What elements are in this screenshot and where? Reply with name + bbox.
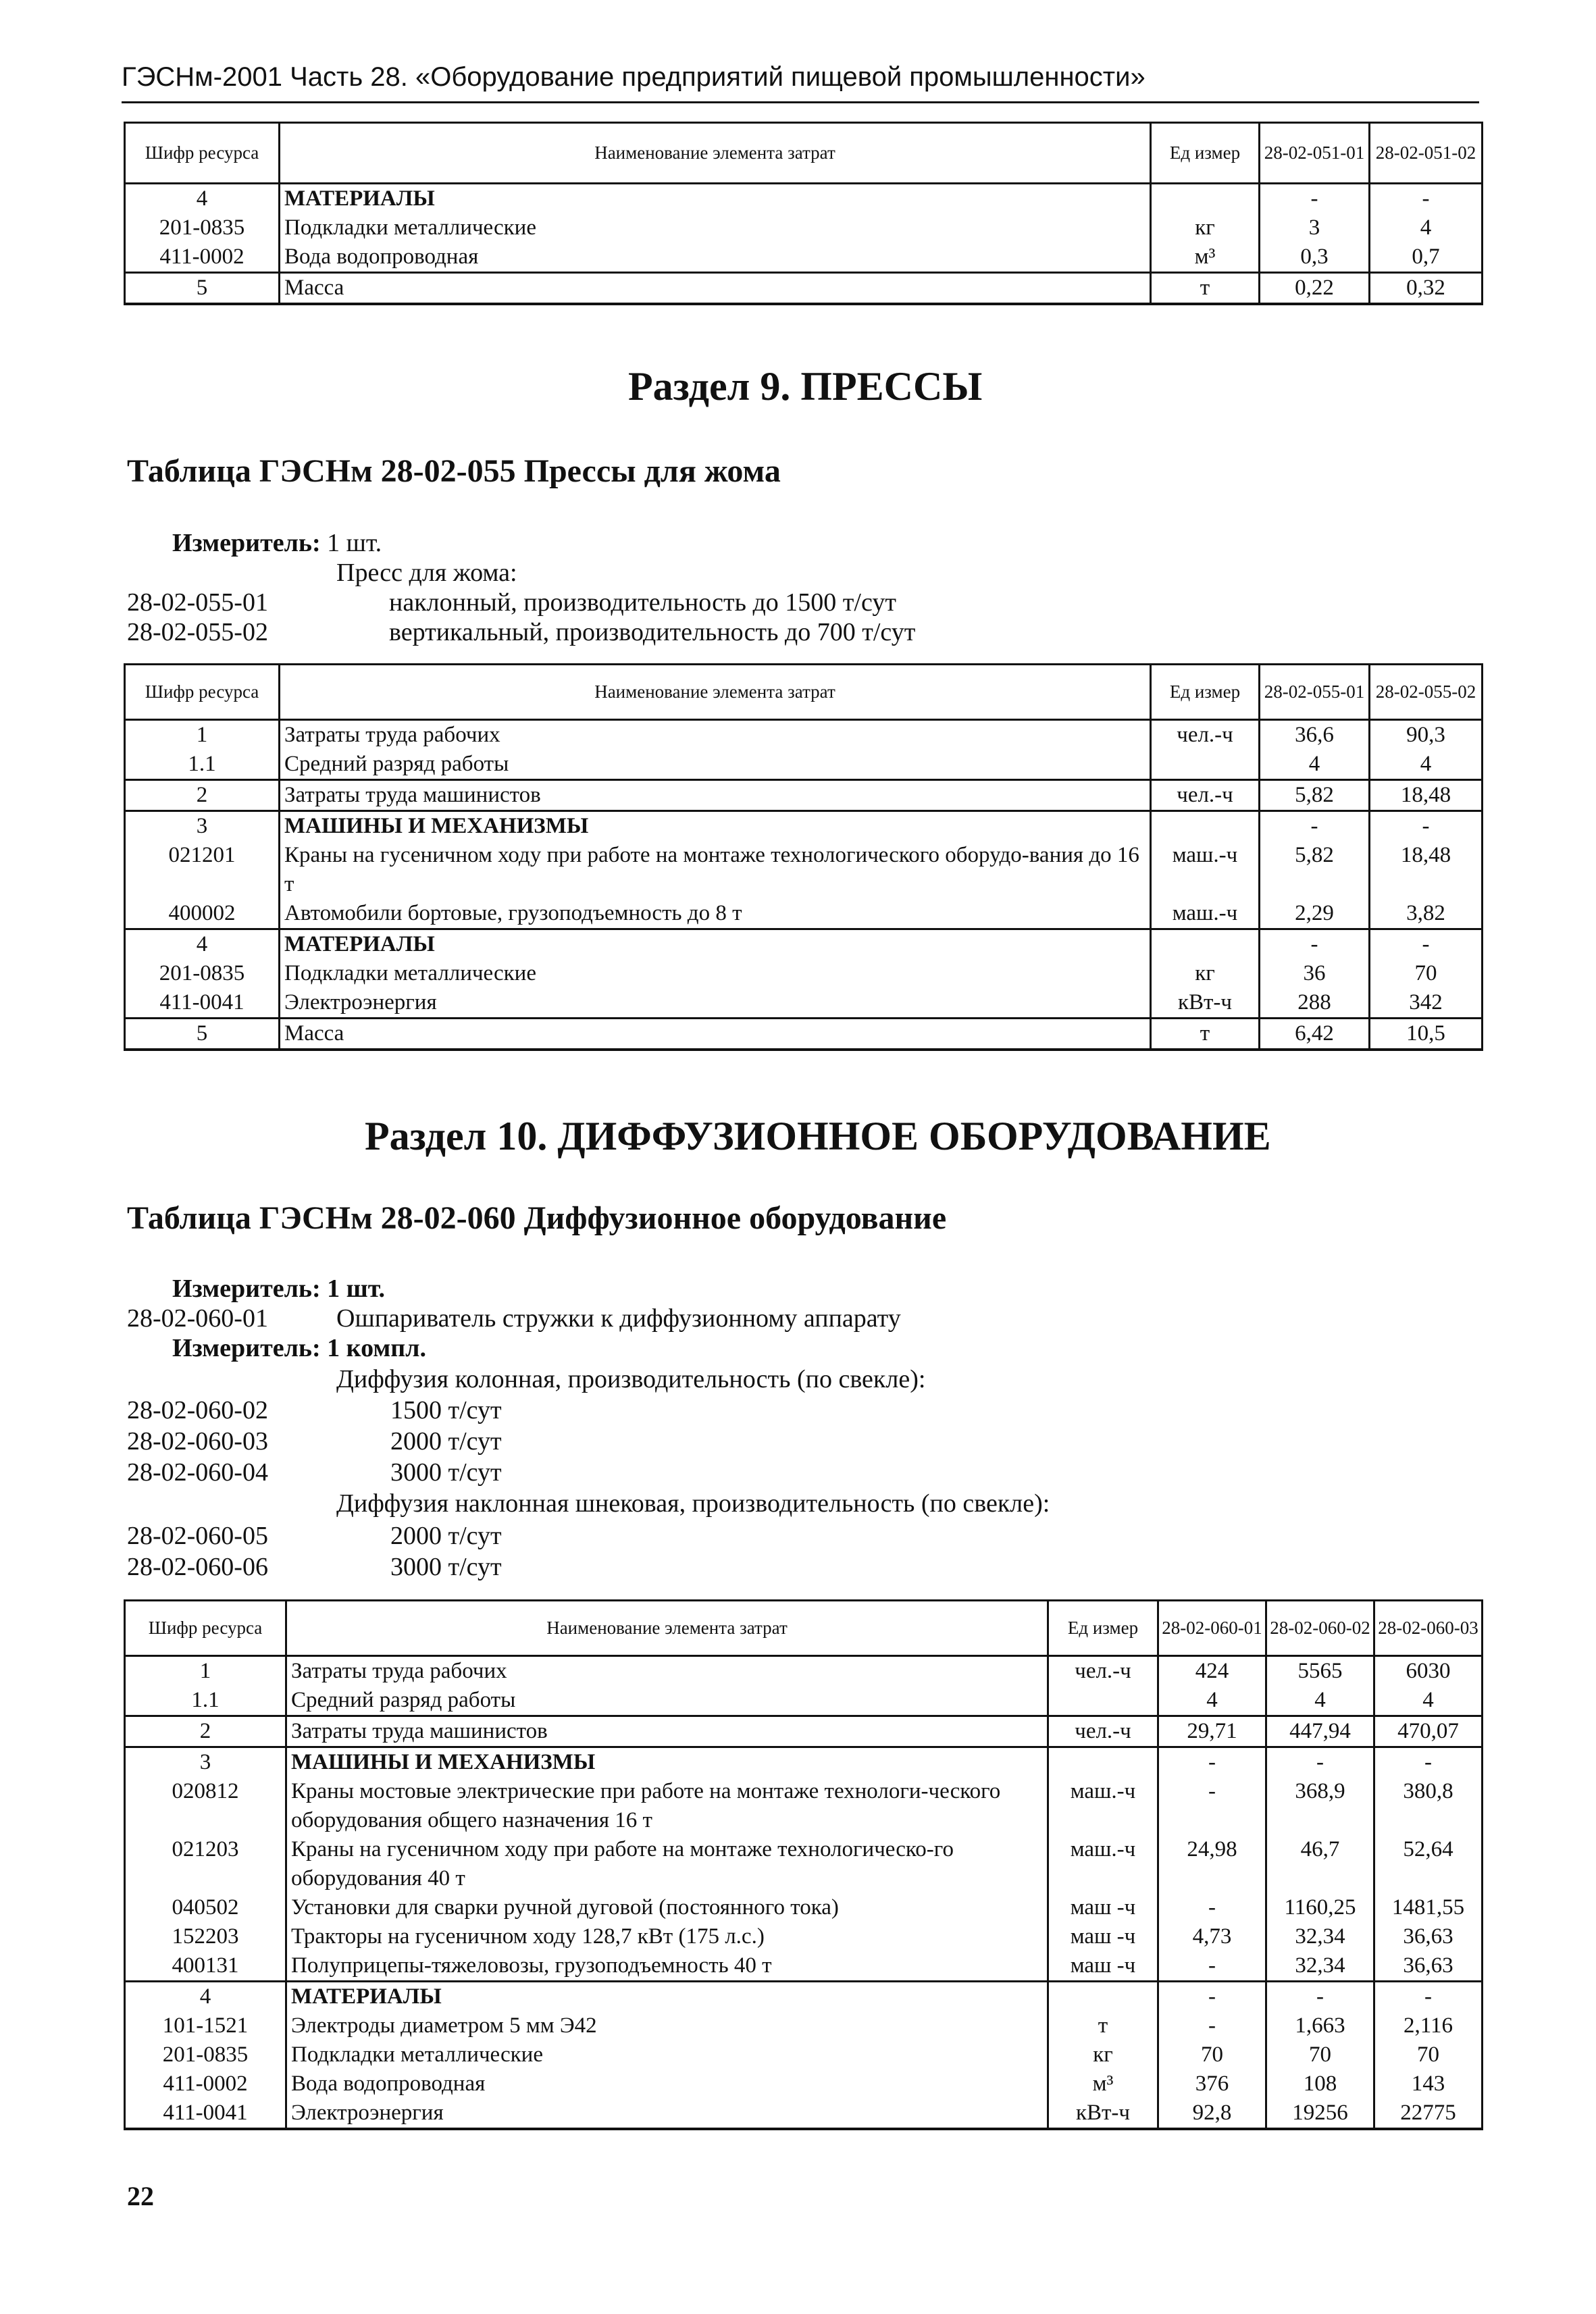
table-row (125, 273, 1483, 305)
value-cell: 4 (1374, 1686, 1483, 1716)
value-cell: - (1260, 929, 1370, 960)
value-cell: - (1266, 1747, 1374, 1778)
table-051 (124, 122, 1483, 305)
resource-code: 411-0041 (125, 988, 280, 1019)
group-title-055: Пресс для жома: (336, 559, 517, 587)
value-cell: 342 (1370, 988, 1483, 1019)
resource-name: Затраты труда рабочих (280, 720, 1151, 750)
unit: чел.-ч (1048, 1656, 1158, 1687)
resource-name: Вода водопроводная (280, 242, 1151, 273)
unit: кВт-ч (1048, 2099, 1158, 2129)
table-row (125, 2011, 1483, 2040)
unit (1048, 1982, 1158, 2012)
unit (1048, 1686, 1158, 1716)
item-desc: 3000 т/сут (390, 1458, 502, 1487)
table-row (125, 1982, 1483, 2012)
value-cell: 36,63 (1374, 1951, 1483, 1982)
table-row (125, 720, 1483, 750)
resource-code: 4 (125, 184, 280, 214)
value-cell: - (1370, 929, 1483, 960)
value-cell: - (1158, 1893, 1266, 1922)
item-code: 28-02-060-04 (127, 1458, 268, 1487)
table-row (125, 841, 1483, 899)
table-row (125, 242, 1483, 273)
value-cell: 3,82 (1370, 899, 1483, 929)
value-cell: - (1158, 1777, 1266, 1835)
value-cell: 36 (1260, 959, 1370, 988)
resource-name: Полуприцепы-тяжеловозы, грузоподъемность 40 т (286, 1951, 1048, 1982)
unit (1151, 929, 1260, 960)
value-cell: - (1260, 184, 1370, 214)
value-cell: 22775 (1374, 2099, 1483, 2129)
value-cell: 36,6 (1260, 720, 1370, 750)
value-cell: 0,22 (1260, 273, 1370, 305)
table-row (125, 1747, 1483, 1778)
col-header-name: Наименование элемента затрат (280, 123, 1151, 184)
value-cell: 368,9 (1266, 1777, 1374, 1835)
value-cell: 18,48 (1370, 841, 1483, 899)
col-header-name: Наименование элемента затрат (280, 665, 1151, 720)
resource-name: Затраты труда рабочих (286, 1656, 1048, 1687)
col-header-code: Шифр ресурса (125, 1601, 286, 1656)
resource-name: Электроэнергия (280, 988, 1151, 1019)
table-row (125, 899, 1483, 929)
resource-code: 411-0041 (125, 2099, 286, 2129)
value-cell: - (1374, 1982, 1483, 2012)
value-cell: 46,7 (1266, 1835, 1374, 1893)
value-cell: 70 (1370, 959, 1483, 988)
value-cell: 5,82 (1260, 780, 1370, 811)
table-row (125, 1835, 1483, 1893)
page-header: ГЭСНм-2001 Часть 28. «Оборудование предприятий пищевой промышленности» (122, 62, 1145, 92)
unit: маш.-ч (1048, 1835, 1158, 1893)
value-cell: 70 (1158, 2040, 1266, 2069)
unit: м³ (1048, 2069, 1158, 2099)
value-cell: 447,94 (1266, 1716, 1374, 1747)
item-desc: 1500 т/сут (390, 1396, 502, 1424)
resource-name: Электроэнергия (286, 2099, 1048, 2129)
value-cell: - (1374, 1747, 1483, 1778)
table-row (125, 2040, 1483, 2069)
item-desc: 2000 т/сут (390, 1522, 502, 1550)
table-055-title: Таблица ГЭСНм 28-02-055 Прессы для жома (127, 453, 781, 489)
unit: кг (1048, 2040, 1158, 2069)
resource-name: МАТЕРИАЛЫ (286, 1982, 1048, 2012)
item-code: 28-02-060-05 (127, 1522, 268, 1550)
col-header-060-03: 28-02-060-03 (1374, 1601, 1483, 1656)
value-cell: 4 (1260, 750, 1370, 780)
resource-name: Электроды диаметром 5 мм Э42 (286, 2011, 1048, 2040)
table-060-title: Таблица ГЭСНм 28-02-060 Диффузионное оборудование (127, 1200, 947, 1236)
section-10-title: Раздел 10. ДИФФУЗИОННОЕ ОБОРУДОВАНИЕ (365, 1114, 1271, 1158)
resource-code: 1.1 (125, 1686, 286, 1716)
value-cell: 29,71 (1158, 1716, 1266, 1747)
value-cell: 32,34 (1266, 1922, 1374, 1951)
resource-code: 4 (125, 929, 280, 960)
unit: маш -ч (1048, 1951, 1158, 1982)
value-cell: 18,48 (1370, 780, 1483, 811)
value-cell: - (1158, 1951, 1266, 1982)
resource-code: 020812 (125, 1777, 286, 1835)
table-row (125, 1951, 1483, 1982)
table-row (125, 184, 1483, 214)
unit (1151, 184, 1260, 214)
resource-code: 5 (125, 1019, 280, 1050)
value-cell: - (1370, 811, 1483, 842)
value-cell: 92,8 (1158, 2099, 1266, 2129)
resource-name: Автомобили бортовые, грузоподъемность до 8 т (280, 899, 1151, 929)
resource-name: Подкладки металлические (286, 2040, 1048, 2069)
value-cell: 1160,25 (1266, 1893, 1374, 1922)
resource-code: 1 (125, 1656, 286, 1687)
value-cell: 0,3 (1260, 242, 1370, 273)
resource-name: Масса (280, 273, 1151, 305)
resource-code: 040502 (125, 1893, 286, 1922)
measure-060-1 (172, 1274, 385, 1304)
item-code: 28-02-055-02 (127, 618, 268, 646)
unit: чел.-ч (1048, 1716, 1158, 1747)
value-cell: 4 (1370, 213, 1483, 242)
col-header-060-02: 28-02-060-02 (1266, 1601, 1374, 1656)
resource-code: 400131 (125, 1951, 286, 1982)
col-header-code: Шифр ресурса (125, 665, 280, 720)
value-cell: 0,32 (1370, 273, 1483, 305)
value-cell: - (1158, 2011, 1266, 2040)
value-cell: 288 (1260, 988, 1370, 1019)
col-header-unit: Ед измер (1151, 665, 1260, 720)
value-cell: 70 (1266, 2040, 1374, 2069)
unit: маш -ч (1048, 1922, 1158, 1951)
unit: кг (1151, 213, 1260, 242)
col-header-055-02: 28-02-055-02 (1370, 665, 1483, 720)
resource-code: 021201 (125, 841, 280, 899)
table-row (125, 750, 1483, 780)
table-row (125, 811, 1483, 842)
value-cell: 424 (1158, 1656, 1266, 1687)
measure-060-2 (172, 1333, 426, 1363)
value-cell: 4,73 (1158, 1922, 1266, 1951)
unit (1151, 750, 1260, 780)
table-row (125, 780, 1483, 811)
col-header-unit: Ед измер (1048, 1601, 1158, 1656)
resource-name: Установки для сварки ручной дуговой (постоянного тока) (286, 1893, 1048, 1922)
value-cell: 32,34 (1266, 1951, 1374, 1982)
value-cell: 3 (1260, 213, 1370, 242)
measure-label: Измеритель: (172, 1334, 321, 1362)
value-cell: 4 (1266, 1686, 1374, 1716)
table-row (125, 1893, 1483, 1922)
unit: маш.-ч (1151, 899, 1260, 929)
table-row (125, 2069, 1483, 2099)
header-rule (122, 101, 1479, 103)
item-code: 28-02-060-01 (127, 1304, 268, 1333)
resource-name: Краны на гусеничном ходу при работе на монтаже технологического оборудо-вания до 16 т (280, 841, 1151, 899)
value-cell: 5,82 (1260, 841, 1370, 899)
section-9-title: Раздел 9. ПРЕССЫ (628, 364, 983, 409)
resource-code: 400002 (125, 899, 280, 929)
resource-name: Вода водопроводная (286, 2069, 1048, 2099)
table-row (125, 959, 1483, 988)
item-desc: Ошпариватель стружки к диффузионному аппарату (336, 1304, 901, 1333)
resource-name: Подкладки металлические (280, 213, 1151, 242)
resource-code: 5 (125, 273, 280, 305)
value-cell: 90,3 (1370, 720, 1483, 750)
table-row (125, 1019, 1483, 1050)
measure-value: 1 компл. (327, 1334, 426, 1362)
item-desc: наклонный, производительность до 1500 т/сут (389, 588, 896, 617)
measure-055 (172, 528, 382, 558)
resource-name: МАТЕРИАЛЫ (280, 929, 1151, 960)
value-cell: 24,98 (1158, 1835, 1266, 1893)
resource-code: 152203 (125, 1922, 286, 1951)
value-cell: 10,5 (1370, 1019, 1483, 1050)
unit: т (1151, 273, 1260, 305)
col-header-051-02: 28-02-051-02 (1370, 123, 1483, 184)
page-number: 22 (127, 2181, 154, 2211)
value-cell: - (1260, 811, 1370, 842)
item-code: 28-02-060-06 (127, 1553, 268, 1581)
table-row (125, 1686, 1483, 1716)
table-row (125, 929, 1483, 960)
value-cell: 1481,55 (1374, 1893, 1483, 1922)
resource-code: 2 (125, 1716, 286, 1747)
value-cell: 108 (1266, 2069, 1374, 2099)
resource-code: 2 (125, 780, 280, 811)
value-cell: - (1370, 184, 1483, 214)
resource-name: Затраты труда машинистов (286, 1716, 1048, 1747)
unit: кг (1151, 959, 1260, 988)
resource-code: 1.1 (125, 750, 280, 780)
measure-label: Измеритель: (172, 529, 321, 557)
table-055 (124, 663, 1483, 1051)
value-cell: 376 (1158, 2069, 1266, 2099)
unit (1151, 811, 1260, 842)
resource-code: 3 (125, 811, 280, 842)
value-cell: - (1266, 1982, 1374, 2012)
value-cell: 2,116 (1374, 2011, 1483, 2040)
resource-name: МАТЕРИАЛЫ (280, 184, 1151, 214)
table-row (125, 1716, 1483, 1747)
value-cell: 4 (1158, 1686, 1266, 1716)
item-desc: 3000 т/сут (390, 1553, 502, 1581)
resource-name: Средний разряд работы (280, 750, 1151, 780)
resource-code: 021203 (125, 1835, 286, 1893)
unit: т (1048, 2011, 1158, 2040)
value-cell: 1,663 (1266, 2011, 1374, 2040)
resource-code: 4 (125, 1982, 286, 2012)
resource-code: 101-1521 (125, 2011, 286, 2040)
resource-code: 411-0002 (125, 242, 280, 273)
unit: кВт-ч (1151, 988, 1260, 1019)
item-code: 28-02-060-03 (127, 1427, 268, 1456)
value-cell: 0,7 (1370, 242, 1483, 273)
item-desc: 2000 т/сут (390, 1427, 502, 1456)
value-cell: 2,29 (1260, 899, 1370, 929)
resource-name: Тракторы на гусеничном ходу 128,7 кВт (175 л.с.) (286, 1922, 1048, 1951)
unit (1048, 1747, 1158, 1778)
value-cell: 470,07 (1374, 1716, 1483, 1747)
value-cell: - (1158, 1982, 1266, 2012)
value-cell: 70 (1374, 2040, 1483, 2069)
resource-name: Средний разряд работы (286, 1686, 1048, 1716)
col-header-code: Шифр ресурса (125, 123, 280, 184)
value-cell: 6,42 (1260, 1019, 1370, 1050)
unit: т (1151, 1019, 1260, 1050)
col-header-name: Наименование элемента затрат (286, 1601, 1048, 1656)
col-header-unit: Ед измер (1151, 123, 1260, 184)
item-code: 28-02-055-01 (127, 588, 268, 617)
measure-value: 1 шт. (327, 1275, 386, 1303)
resource-name: Краны мостовые электрические при работе на монтаже технологи-ческого оборудования общего назначения 16 т (286, 1777, 1048, 1835)
table-row (125, 1656, 1483, 1687)
value-cell: - (1158, 1747, 1266, 1778)
resource-code: 201-0835 (125, 959, 280, 988)
table-row (125, 1922, 1483, 1951)
resource-code: 201-0835 (125, 2040, 286, 2069)
unit: маш -ч (1048, 1893, 1158, 1922)
table-row (125, 988, 1483, 1019)
col-header-051-01: 28-02-051-01 (1260, 123, 1370, 184)
unit: маш.-ч (1151, 841, 1260, 899)
unit: чел.-ч (1151, 720, 1260, 750)
unit: м³ (1151, 242, 1260, 273)
value-cell: 52,64 (1374, 1835, 1483, 1893)
value-cell: 4 (1370, 750, 1483, 780)
col-header-060-01: 28-02-060-01 (1158, 1601, 1266, 1656)
value-cell: 5565 (1266, 1656, 1374, 1687)
resource-name: МАШИНЫ И МЕХАНИЗМЫ (280, 811, 1151, 842)
resource-name: Затраты труда машинистов (280, 780, 1151, 811)
table-row (125, 2099, 1483, 2129)
resource-code: 411-0002 (125, 2069, 286, 2099)
measure-value: 1 шт. (327, 529, 382, 557)
item-code: 28-02-060-02 (127, 1396, 268, 1424)
resource-name: МАШИНЫ И МЕХАНИЗМЫ (286, 1747, 1048, 1778)
table-060 (124, 1599, 1483, 2130)
value-cell: 143 (1374, 2069, 1483, 2099)
resource-code: 201-0835 (125, 213, 280, 242)
value-cell: 6030 (1374, 1656, 1483, 1687)
value-cell: 380,8 (1374, 1777, 1483, 1835)
resource-name: Масса (280, 1019, 1151, 1050)
item-desc: вертикальный, производительность до 700 т/сут (389, 618, 916, 646)
resource-code: 3 (125, 1747, 286, 1778)
resource-code: 1 (125, 720, 280, 750)
measure-label: Измеритель: (172, 1275, 321, 1303)
resource-name: Краны на гусеничном ходу при работе на монтаже технологическо-го оборудования 40 т (286, 1835, 1048, 1893)
unit: чел.-ч (1151, 780, 1260, 811)
table-row (125, 1777, 1483, 1835)
value-cell: 36,63 (1374, 1922, 1483, 1951)
unit: маш.-ч (1048, 1777, 1158, 1835)
resource-name: Подкладки металлические (280, 959, 1151, 988)
value-cell: 19256 (1266, 2099, 1374, 2129)
table-row (125, 213, 1483, 242)
group-title-060-1: Диффузия колонная, производительность (по свекле): (336, 1365, 926, 1393)
group-title-060-2: Диффузия наклонная шнековая, производительность (по свекле): (336, 1489, 1050, 1518)
col-header-055-01: 28-02-055-01 (1260, 665, 1370, 720)
